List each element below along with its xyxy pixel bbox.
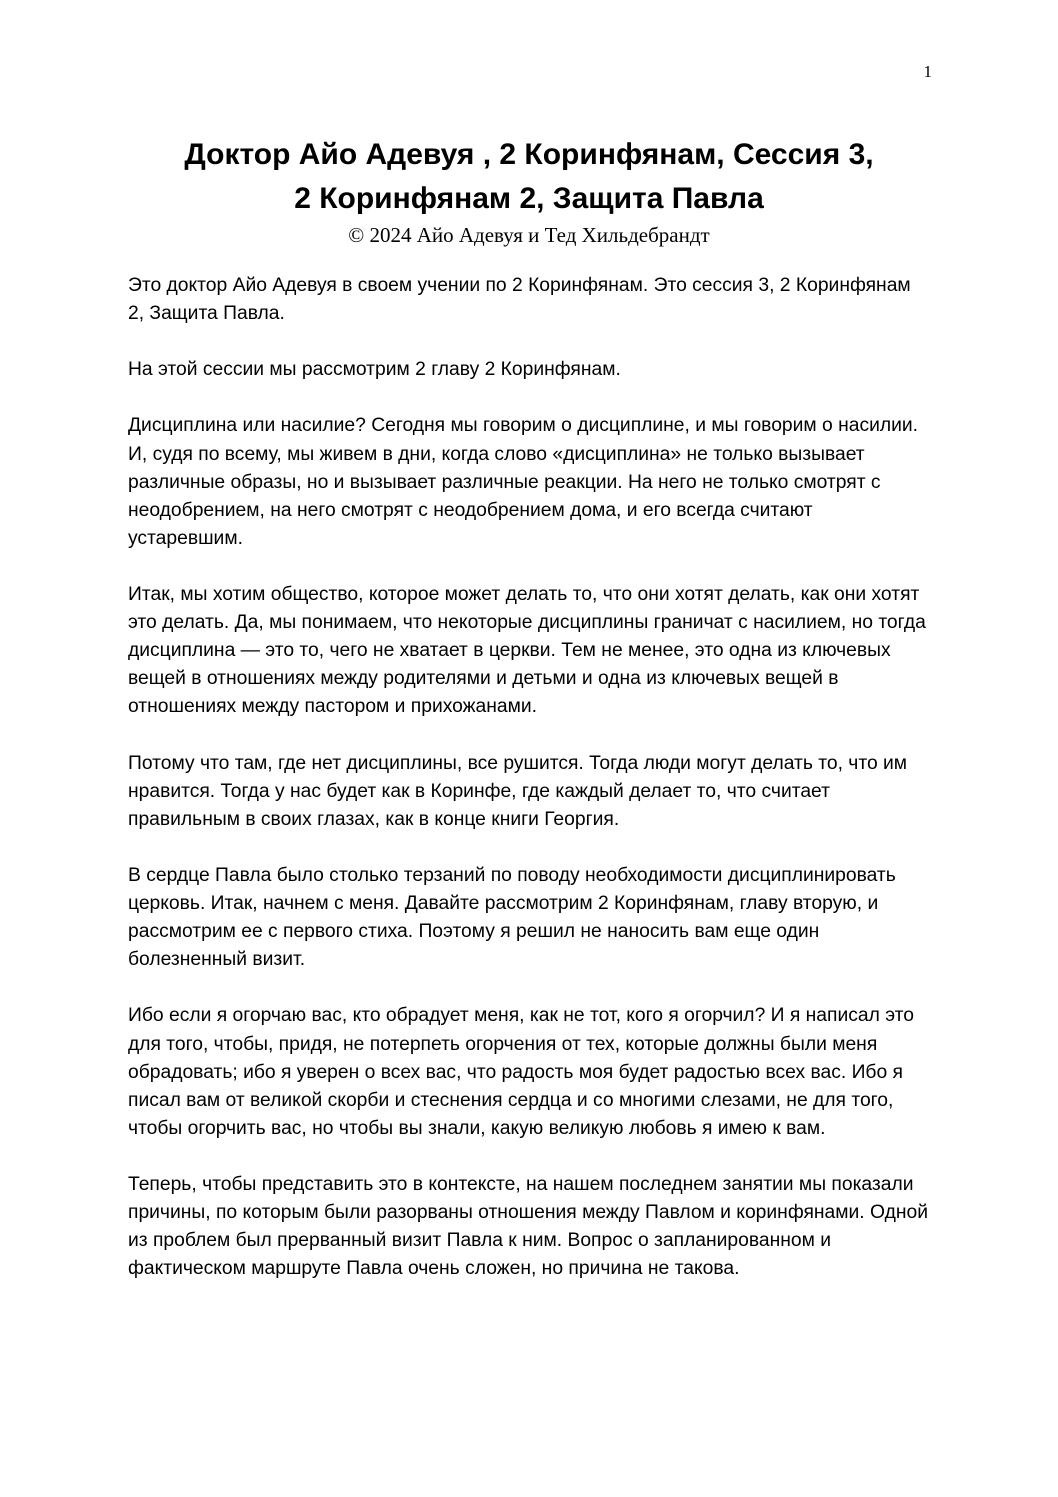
- paragraph: Итак, мы хотим общество, которое может делать то, что они хотят делать, как они хотят это делать. Да, мы понимаем, что некоторые дисциплины граничат с насилием, но тогда дисциплина — это то, чего не хватает в церкви. Тем не менее, это одна из ключевых вещей в отношениях между родителями и детьми и одна из ключевых вещей в отношениях между пастором и прихожанами.: [128, 584, 926, 718]
- copyright-line: © 2024 Айо Адевуя и Тед Хильдебрандт: [348, 223, 710, 247]
- title-line-1: Доктор Айо Адевуя , 2 Коринфянам, Сессия 3,: [184, 138, 874, 171]
- page-number: 1: [923, 62, 932, 81]
- paragraph: Это доктор Айо Адевуя в своем учении по 2 Коринфянам. Это сессия 3, 2 Коринфянам 2, Защита Павла.: [128, 275, 911, 325]
- paragraph: Теперь, чтобы представить это в контексте, на нашем последнем занятии мы показали причины, по которым были разорваны отношения между Павлом и коринфянами. Одной из проблем был прерванный визит Павла к ним. Вопрос о запланированном и фактическом маршруте Павла очень сложен, но причина не такова.: [128, 1174, 928, 1280]
- document-title: [90, 133, 968, 221]
- paragraph: Потому что там, где нет дисциплины, все рушится. Тогда люди могут делать то, что им нравится. Тогда у нас будет как в Коринфе, где каждый делает то, что считает правильным в своих глазах, как в конце книги Георгия.: [128, 752, 908, 830]
- paragraph: Ибо если я огорчаю вас, кто обрадует меня, как не тот, кого я огорчил? И я написал это для того, чтобы, придя, не потерпеть огорчения от тех, которые должны были меня обрадовать; ибо я уверен о всех вас, что радость моя будет радостью всех вас. Ибо я писал вам от великой скорби и стеснения сердца и со многими слезами, не для того, чтобы огорчить вас, но чтобы вы знали, какую великую любовь я имею к вам.: [128, 1005, 914, 1139]
- title-line-2: 2 Коринфянам 2, Защита Павла: [294, 182, 764, 215]
- paragraph: Дисциплина или насилие? Сегодня мы говорим о дисциплине, и мы говорим о насилии. И, судя по всему, мы живем в дни, когда слово «дисциплина» не только вызывает различные образы, но и вызывает различные реакции. На него не только смотрят с неодобрением, на него смотрят с неодобрением дома, и его всегда считают устаревшим.: [128, 415, 919, 549]
- document-body: [128, 272, 930, 1311]
- paragraph: В сердце Павла было столько терзаний по поводу необходимости дисциплинировать церковь. Итак, начнем с меня. Давайте рассмотрим 2 Коринфянам, главу вторую, и рассмотрим ее с первого стиха. Поэтому я решил не наносить вам еще один болезненный визит.: [128, 864, 896, 971]
- paragraph: На этой сессии мы рассмотрим 2 главу 2 Коринфянам.: [128, 359, 621, 381]
